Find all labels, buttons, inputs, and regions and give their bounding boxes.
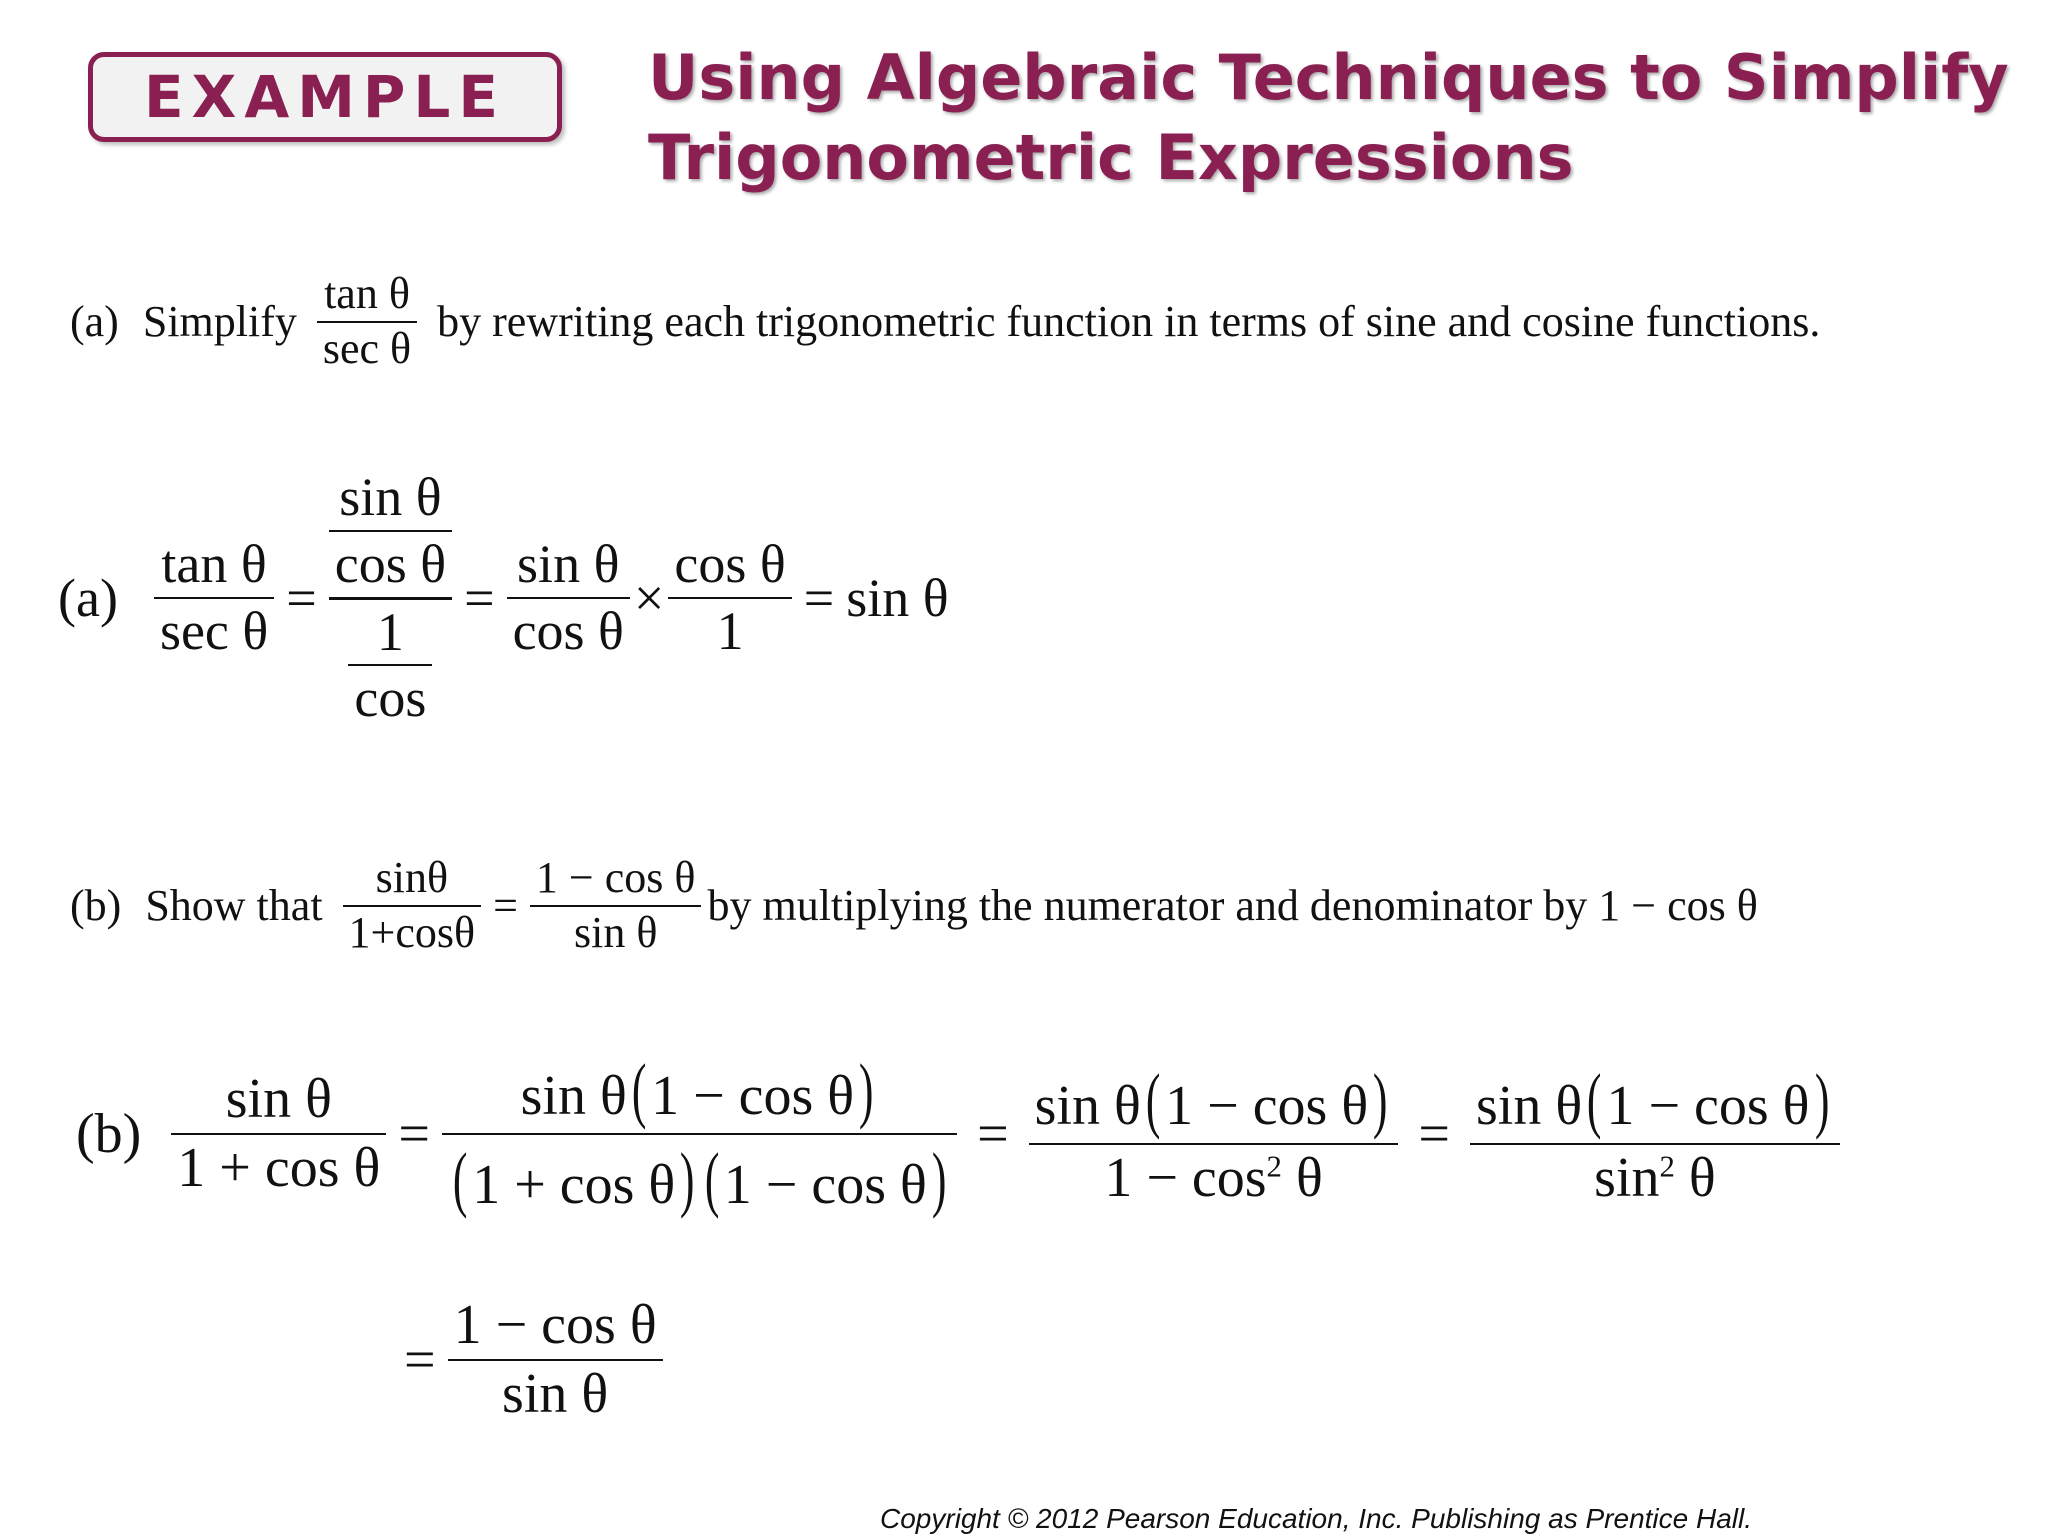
part-b-step2-num-factor-a: sin θ xyxy=(520,1065,627,1127)
part-a-label: (a) xyxy=(70,297,119,347)
close-paren: ) xyxy=(858,1049,874,1130)
part-b-final-numerator: 1 − cos θ xyxy=(453,1294,657,1356)
part-b-step4-den-text: sin xyxy=(1594,1147,1660,1210)
part-b-step2-den-factor-a: 1 + cos θ xyxy=(472,1154,676,1217)
part-b-step3-num-factor-a: sin θ xyxy=(1034,1075,1141,1138)
part-a-step1-denominator: sec θ xyxy=(159,601,269,662)
part-b-step4-numerator xyxy=(1470,1056,1840,1143)
part-a-step1-fraction xyxy=(154,532,274,664)
part-a-step2-complex-fraction xyxy=(329,465,452,731)
part-a-prompt-denominator: sec θ xyxy=(322,323,412,373)
part-b-step3-numerator xyxy=(1029,1056,1399,1143)
part-a-verb: Simplify xyxy=(142,297,297,347)
slide-title-line-2: Trigonometric Expressions xyxy=(648,121,1574,194)
part-a-instruction: by rewriting each trigonometric function in terms of sine and cosine functions. xyxy=(437,297,1821,347)
part-b-final-denominator: sin θ xyxy=(502,1363,609,1426)
part-b-step3-num-factor-b: 1 − cos θ xyxy=(1165,1075,1369,1138)
part-b-step1-fraction xyxy=(171,1066,386,1202)
part-a-solution-label: (a) xyxy=(58,568,118,629)
equals-sign: = xyxy=(464,568,495,629)
part-a-step2-top-fraction xyxy=(329,465,452,597)
part-b-step3-fraction xyxy=(1029,1056,1399,1213)
close-paren: ) xyxy=(1373,1059,1388,1141)
equals-sign: = xyxy=(404,1329,436,1392)
part-a-prompt xyxy=(70,268,1820,376)
part-b-step3-denominator xyxy=(1098,1145,1328,1212)
equals-sign: = xyxy=(493,881,518,931)
part-b-step4-den-theta: θ xyxy=(1674,1147,1716,1210)
part-b-final xyxy=(392,1292,663,1428)
slide-title xyxy=(648,38,2008,198)
exponent: 2 xyxy=(1659,1149,1675,1184)
part-b-prompt-rhs-numerator: 1 − cos θ xyxy=(535,853,696,902)
part-a-step3-denominator: cos θ xyxy=(512,601,624,662)
part-b-prompt-lhs-fraction xyxy=(343,852,482,960)
part-a-step3-numerator: sin θ xyxy=(517,534,620,595)
part-b-solution xyxy=(76,1046,1840,1223)
part-b-step3-den-theta: θ xyxy=(1281,1147,1323,1210)
open-paren: ( xyxy=(1587,1059,1602,1141)
equals-sign: = xyxy=(803,568,835,629)
part-b-step2-fraction xyxy=(442,1046,957,1223)
part-b-step4-num-factor-a: sin θ xyxy=(1476,1075,1583,1138)
copyright-notice: Copyright © 2012 Pearson Education, Inc. Publishing as Prentice Hall. xyxy=(880,1503,1753,1534)
part-a-step4-denominator: 1 xyxy=(716,601,744,662)
part-b-prompt-rhs-denominator: sin θ xyxy=(573,907,658,957)
equals-sign: = xyxy=(398,1103,430,1166)
open-paren: ( xyxy=(704,1138,719,1220)
part-a-prompt-fraction xyxy=(317,268,417,376)
part-a-step2-bottom-numerator: 1 xyxy=(376,601,404,662)
example-badge xyxy=(88,52,562,142)
part-b-step4-num-factor-b: 1 − cos θ xyxy=(1606,1075,1810,1138)
part-b-step2-denominator xyxy=(442,1135,957,1222)
part-a-result: sin θ xyxy=(846,568,949,629)
part-a-step2-top-numerator: sin θ xyxy=(339,467,442,527)
part-b-step2-num-factor-b: 1 − cos θ xyxy=(651,1065,855,1127)
close-paren: ) xyxy=(931,1138,947,1220)
part-b-verb: Show that xyxy=(145,881,323,931)
part-a-step2-bottom-fraction xyxy=(348,600,432,732)
part-b-prompt-lhs-numerator: sinθ xyxy=(375,853,449,902)
part-a-step1-numerator: tan θ xyxy=(161,534,267,595)
part-b-step1-denominator: 1 + cos θ xyxy=(177,1137,381,1200)
part-b-solution-label: (b) xyxy=(76,1103,142,1166)
part-b-step2-numerator xyxy=(515,1046,885,1133)
exponent: 2 xyxy=(1266,1149,1282,1184)
close-paren: ) xyxy=(1814,1059,1829,1141)
part-a-step4-fraction xyxy=(668,532,791,664)
open-paren: ( xyxy=(1145,1059,1161,1141)
part-a-step3-fraction xyxy=(507,532,630,664)
part-b-prompt-rhs-fraction xyxy=(530,852,702,960)
equals-sign: = xyxy=(977,1103,1009,1166)
times-sign: × xyxy=(633,568,665,629)
slide-title-line-1: Using Algebraic Techniques to Simplify xyxy=(648,41,2009,114)
part-a-solution xyxy=(58,465,949,731)
part-a-step4-numerator: cos θ xyxy=(674,534,786,595)
part-a-step2-top-denominator: cos θ xyxy=(334,533,447,594)
part-b-instruction: by multiplying the numerator and denominator by 1 − cos θ xyxy=(707,881,1758,931)
part-b-step2-den-factor-b: 1 − cos θ xyxy=(723,1154,927,1217)
part-a-prompt-numerator: tan θ xyxy=(324,269,410,318)
part-b-step4-fraction xyxy=(1470,1056,1840,1213)
part-b-step4-denominator xyxy=(1588,1145,1722,1212)
part-b-step3-den-text: 1 − cos xyxy=(1104,1147,1267,1210)
close-paren: ) xyxy=(680,1138,695,1220)
open-paren: ( xyxy=(452,1138,468,1220)
part-b-final-fraction xyxy=(448,1292,663,1428)
part-b-prompt-lhs-denominator: 1+cosθ xyxy=(348,907,476,957)
part-b-step1-numerator: sin θ xyxy=(225,1068,332,1131)
open-paren: ( xyxy=(631,1049,647,1130)
example-badge-label: EXAMPLE xyxy=(143,63,507,131)
equals-sign: = xyxy=(1418,1103,1451,1166)
part-b-label: (b) xyxy=(70,881,122,931)
part-a-step2-bottom-denominator: cos xyxy=(354,668,427,729)
equals-sign: = xyxy=(286,568,317,629)
part-b-prompt xyxy=(70,852,1758,960)
